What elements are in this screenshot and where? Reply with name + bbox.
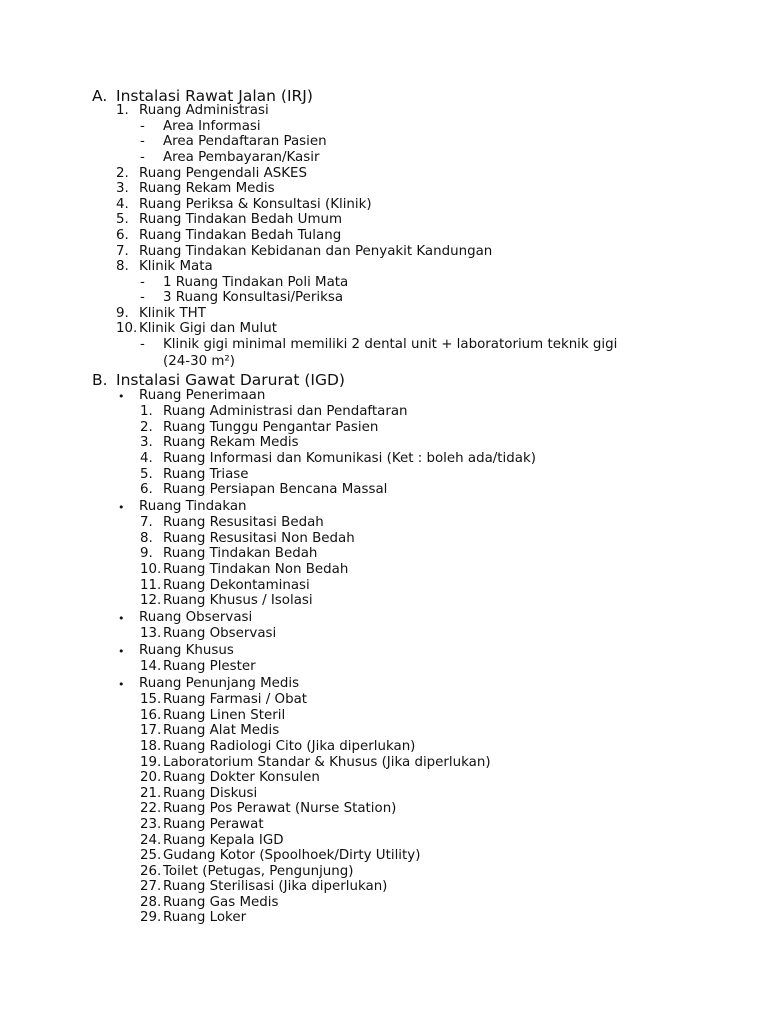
list-item-number: 18. <box>140 739 162 754</box>
list-item-number: 29. <box>140 910 162 925</box>
list-item-label: Ruang Resusitasi Bedah <box>163 515 324 530</box>
list-item-number: 1. <box>116 103 129 118</box>
list-item-label: Ruang Triase <box>163 467 249 482</box>
list-item-number: 7. <box>116 244 129 259</box>
list-subitem-dash: - <box>140 337 145 352</box>
list-item-label: Ruang Periksa & Konsultasi (Klinik) <box>139 197 372 212</box>
list-item-label: Ruang Rekam Medis <box>139 181 275 196</box>
list-item-number: 3. <box>116 181 129 196</box>
list-item-label: Ruang Linen Steril <box>163 708 286 723</box>
list-item-number: 13. <box>140 626 162 641</box>
list-item-number: 15. <box>140 692 162 707</box>
list-item-number: 14. <box>140 659 162 674</box>
bullet-group-label: Ruang Khusus <box>139 643 234 658</box>
list-item-label: Ruang Administrasi dan Pendaftaran <box>163 404 408 419</box>
section-a-letter: A. <box>92 87 108 105</box>
list-item-label: Ruang Observasi <box>163 626 277 641</box>
list-item-label: Ruang Radiologi Cito (Jika diperlukan) <box>163 739 416 754</box>
list-subitem-dash: - <box>140 275 145 290</box>
list-item-number: 10. <box>116 321 138 336</box>
list-subitem-continuation-text: (24-30 m²) <box>163 354 236 369</box>
list-subitem-label: 1 Ruang Tindakan Poli Mata <box>163 275 349 290</box>
list-item-number: 22. <box>140 801 162 816</box>
list-item-label: Klinik THT <box>139 306 206 321</box>
list-item-label: Ruang Perawat <box>163 817 264 832</box>
list-item-number: 5. <box>116 212 129 227</box>
list-item-label: Ruang Administrasi <box>139 103 269 118</box>
list-item-number: 9. <box>116 306 129 321</box>
list-item-label: Ruang Pos Perawat (Nurse Station) <box>163 801 397 816</box>
list-item-label: Ruang Resusitasi Non Bedah <box>163 531 355 546</box>
list-item-number: 20. <box>140 770 162 785</box>
list-item-number: 2. <box>140 420 153 435</box>
bullet-icon: • <box>118 612 125 625</box>
list-subitem-label: Area Pendaftaran Pasien <box>163 134 327 149</box>
list-item-number: 6. <box>116 228 129 243</box>
bullet-group-label: Ruang Observasi <box>139 610 253 625</box>
list-item-label: Ruang Tindakan Non Bedah <box>163 562 349 577</box>
list-item-label: Ruang Khusus / Isolasi <box>163 593 313 608</box>
list-item-number: 1. <box>140 404 153 419</box>
bullet-icon: • <box>118 645 125 658</box>
list-item-number: 5. <box>140 467 153 482</box>
list-item-number: 10. <box>140 562 162 577</box>
list-item-label: Ruang Sterilisasi (Jika diperlukan) <box>163 879 388 894</box>
list-item-label: Ruang Pengendali ASKES <box>139 166 307 181</box>
list-subitem-dash: - <box>140 150 145 165</box>
list-item-number: 28. <box>140 895 162 910</box>
list-item-number: 19. <box>140 755 162 770</box>
list-item-label: Ruang Informasi dan Komunikasi (Ket : boleh ada/tidak) <box>163 451 536 466</box>
list-subitem-dash: - <box>140 119 145 134</box>
list-item-number: 8. <box>140 531 153 546</box>
bullet-group-label: Ruang Penunjang Medis <box>139 676 300 691</box>
list-item-label: Ruang Farmasi / Obat <box>163 692 308 707</box>
list-item-number: 6. <box>140 482 153 497</box>
list-item-number: 24. <box>140 833 162 848</box>
list-item-label: Ruang Dokter Konsulen <box>163 770 320 785</box>
list-item-label: Klinik Gigi dan Mulut <box>139 321 277 336</box>
section-a-title: Instalasi Rawat Jalan (IRJ) <box>116 87 313 105</box>
list-item-label: Ruang Gas Medis <box>163 895 279 910</box>
bullet-icon: • <box>118 390 125 403</box>
list-item-number: 8. <box>116 259 129 274</box>
list-item-label: Klinik Mata <box>139 259 213 274</box>
list-item-number: 3. <box>140 435 153 450</box>
section-b-letter: B. <box>92 371 108 389</box>
section-b-title: Instalasi Gawat Darurat (IGD) <box>116 371 345 389</box>
list-item-label: Ruang Dekontaminasi <box>163 578 310 593</box>
bullet-icon: • <box>118 678 125 691</box>
bullet-icon: • <box>118 501 125 514</box>
list-item-label: Ruang Tindakan Bedah <box>163 546 318 561</box>
list-item-number: 26. <box>140 864 162 879</box>
list-item-label: Ruang Tunggu Pengantar Pasien <box>163 420 379 435</box>
list-item-number: 25. <box>140 848 162 863</box>
list-item-number: 9. <box>140 546 153 561</box>
bullet-group-label: Ruang Tindakan <box>139 499 247 514</box>
list-subitem-label: Area Pembayaran/Kasir <box>163 150 320 165</box>
list-item-number: 17. <box>140 723 162 738</box>
list-item-label: Ruang Alat Medis <box>163 723 280 738</box>
list-item-label: Ruang Loker <box>163 910 247 925</box>
list-item-label: Ruang Tindakan Bedah Tulang <box>139 228 342 243</box>
list-item-label: Ruang Plester <box>163 659 256 674</box>
bullet-group-label: Ruang Penerimaan <box>139 388 266 403</box>
list-subitem-dash: - <box>140 134 145 149</box>
list-subitem-label: 3 Ruang Konsultasi/Periksa <box>163 290 344 305</box>
list-item-number: 11. <box>140 578 162 593</box>
list-item-number: 4. <box>116 197 129 212</box>
list-item-label: Ruang Persiapan Bencana Massal <box>163 482 388 497</box>
list-subitem-dash: - <box>140 290 145 305</box>
list-item-number: 7. <box>140 515 153 530</box>
list-item-label: Laboratorium Standar & Khusus (Jika diperlukan) <box>163 755 491 770</box>
list-item-number: 23. <box>140 817 162 832</box>
section-b-heading <box>92 371 345 389</box>
list-item-label: Gudang Kotor (Spoolhoek/Dirty Utility) <box>163 848 421 863</box>
list-item-number: 4. <box>140 451 153 466</box>
list-item-label: Ruang Rekam Medis <box>163 435 299 450</box>
list-item-number: 21. <box>140 786 162 801</box>
list-item-number: 27. <box>140 879 162 894</box>
list-item-label: Ruang Kepala IGD <box>163 833 284 848</box>
list-item-number: 16. <box>140 708 162 723</box>
list-item-label: Ruang Diskusi <box>163 786 258 801</box>
list-item-label: Toilet (Petugas, Pengunjung) <box>163 864 354 879</box>
list-item-label: Ruang Tindakan Bedah Umum <box>139 212 343 227</box>
list-subitem-label: Area Informasi <box>163 119 261 134</box>
list-subitem-label: Klinik gigi minimal memiliki 2 dental unit + laboratorium teknik gigi <box>163 337 618 352</box>
list-item-number: 12. <box>140 593 162 608</box>
list-item-number: 2. <box>116 166 129 181</box>
list-item-label: Ruang Tindakan Kebidanan dan Penyakit Kandungan <box>139 244 493 259</box>
